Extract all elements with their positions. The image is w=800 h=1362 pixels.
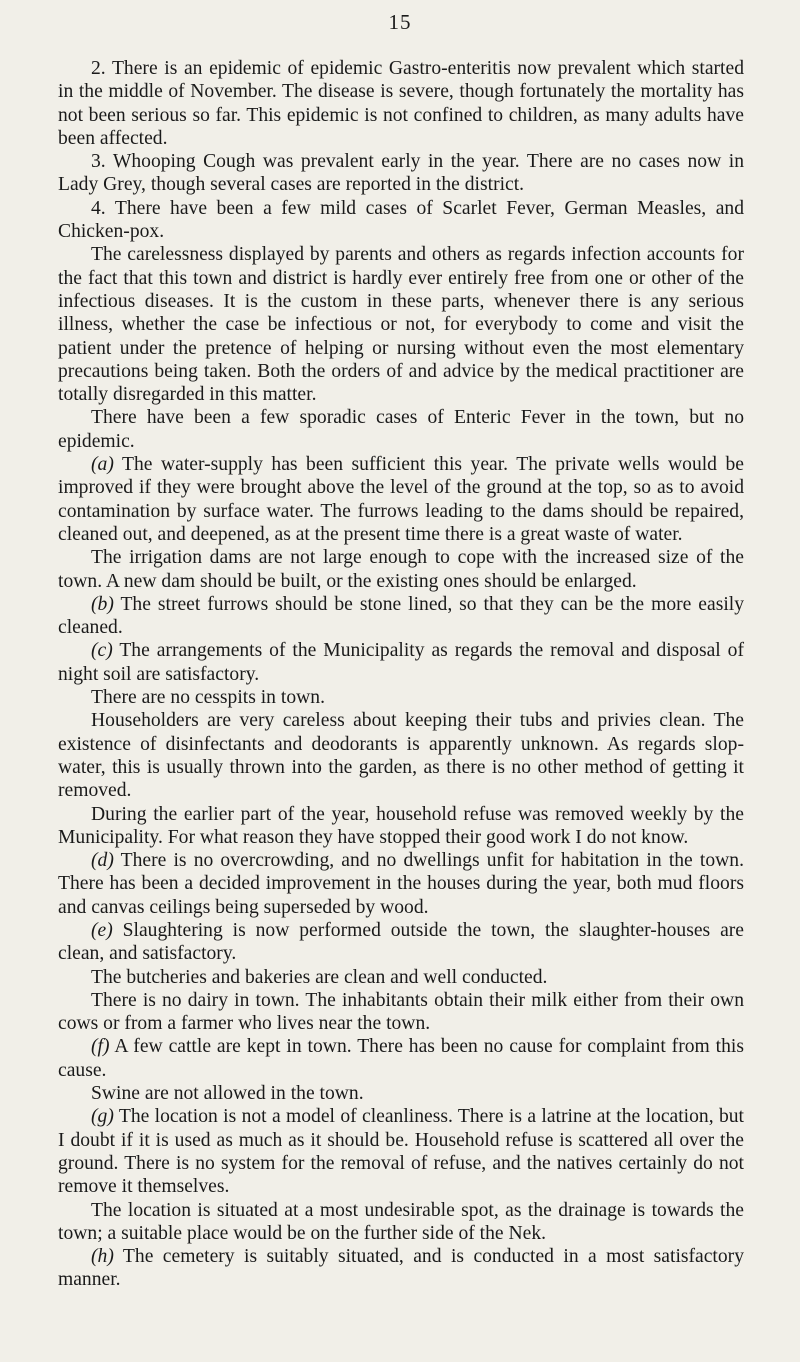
paragraph-enteric-fever: There have been a few sporadic cases of Enteric Fever in the town, but no epidemic. xyxy=(58,407,744,452)
paragraph-swine: Swine are not allowed in the town. xyxy=(91,1083,364,1105)
paragraph-street-furrows: (b) The street furrows should be stone lined, so that they can be the more easily cleaned. xyxy=(58,593,744,639)
paragraph-household-refuse: During the earlier part of the year, household refuse was removed weekly by the Municipality. For what reason they have stopped their good work I do not know. xyxy=(58,803,744,848)
paragraph-gastro-enteritis: 2. There is an epidemic of epidemic Gastro-enteritis now prevalent which started in the middle of November. The disease is severe, though fortunately the mortality has not been serious so far. This epidemic is not confined to children, as many adults have been affected. xyxy=(58,58,744,149)
page-number: 15 xyxy=(388,10,412,34)
paragraph-cesspits: There are no cesspits in town. xyxy=(91,687,325,709)
paragraph-whooping-cough: 3. Whooping Cough was prevalent early in the year. There are no cases now in Lady Grey, though several cases are reported in the district. xyxy=(58,151,744,196)
paragraph-cemetery: (h) The cemetery is suitably situated, and is conducted in a most satisfactory manner. xyxy=(58,1246,744,1291)
section-label: (b) xyxy=(91,593,114,615)
paragraph-location-site: The location is situated at a most undesirable spot, as the drainage is towards the town; a suitable place would be on the further side of the Nek. xyxy=(58,1199,744,1244)
paragraph-scarlet-fever: 4. There have been a few mild cases of Scarlet Fever, German Measles, and Chicken-pox. xyxy=(58,197,744,243)
section-label: (h) xyxy=(91,1246,114,1268)
paragraph-slaughtering: (e) Slaughtering is now performed outside the town, the slaughter-houses are clean, and satisfactory. xyxy=(58,919,744,965)
paragraph-dairy: There is no dairy in town. The inhabitants obtain their milk either from their own cows or from a farmer who lives near the town. xyxy=(58,989,744,1035)
section-label: (g) xyxy=(91,1106,114,1128)
paragraph-carelessness: The carelessness displayed by parents and others as regards infection accounts for the fact that this town and district is hardly ever entirely free from one or other of the infectious diseases. It is the custom in these parts, whenever there is any serious illness, whether the case be infectious or not, for everybody to come and visit the patient under the pretence of helping or nursing without even the most elementary precautions being taken. Both the orders of and advice by the medical practitioner are totally disregarded in this matter. xyxy=(58,244,744,406)
paragraph-butcheries: The butcheries and bakeries are clean and well conducted. xyxy=(91,966,548,988)
paragraph-irrigation-dams: The irrigation dams are not large enough to cope with the increased size of the town. A new dam should be built, or the existing ones should be enlarged. xyxy=(58,547,744,592)
section-label: (c) xyxy=(91,640,113,662)
paragraph-cattle: (f) A few cattle are kept in town. There has been no cause for complaint from this cause. xyxy=(58,1036,744,1081)
paragraph-householders: Householders are very careless about keeping their tubs and privies clean. The existence of disinfectants and deodorants is apparently unknown. As regards slop-water, this is usually thrown into the garden, as there is no other method of getting it removed. xyxy=(58,710,744,802)
paragraph-night-soil: (c) The arrangements of the Municipality as regards the removal and disposal of night soil are satisfactory. xyxy=(58,640,744,685)
paragraph-overcrowding: (d) There is no overcrowding, and no dwellings unfit for habitation in the town. There has been a decided improvement in the houses during the year, both mud floors and canvas ceilings being superseded by wood. xyxy=(58,850,744,918)
section-label: (e) xyxy=(91,919,113,941)
report-body xyxy=(58,57,744,1292)
section-label: (d) xyxy=(91,850,114,872)
paragraph-location: (g) The location is not a model of cleanliness. There is a latrine at the location, but I doubt if it is used as much as it should be. Household refuse is scattered all over the ground. There is no system for the removal of refuse, and the natives certainly do not remove it themselves. xyxy=(58,1106,744,1198)
section-label: (f) xyxy=(91,1036,110,1058)
paragraph-water-supply: (a) The water-supply has been sufficient this year. The private wells would be improved if they were brought above the level of the ground at the top, so as to avoid contamination by surface water. The furrows leading to the dams should be repaired, cleaned out, and deepened, as at the present time there is a great waste of water. xyxy=(58,454,744,545)
section-label: (a) xyxy=(91,454,114,476)
